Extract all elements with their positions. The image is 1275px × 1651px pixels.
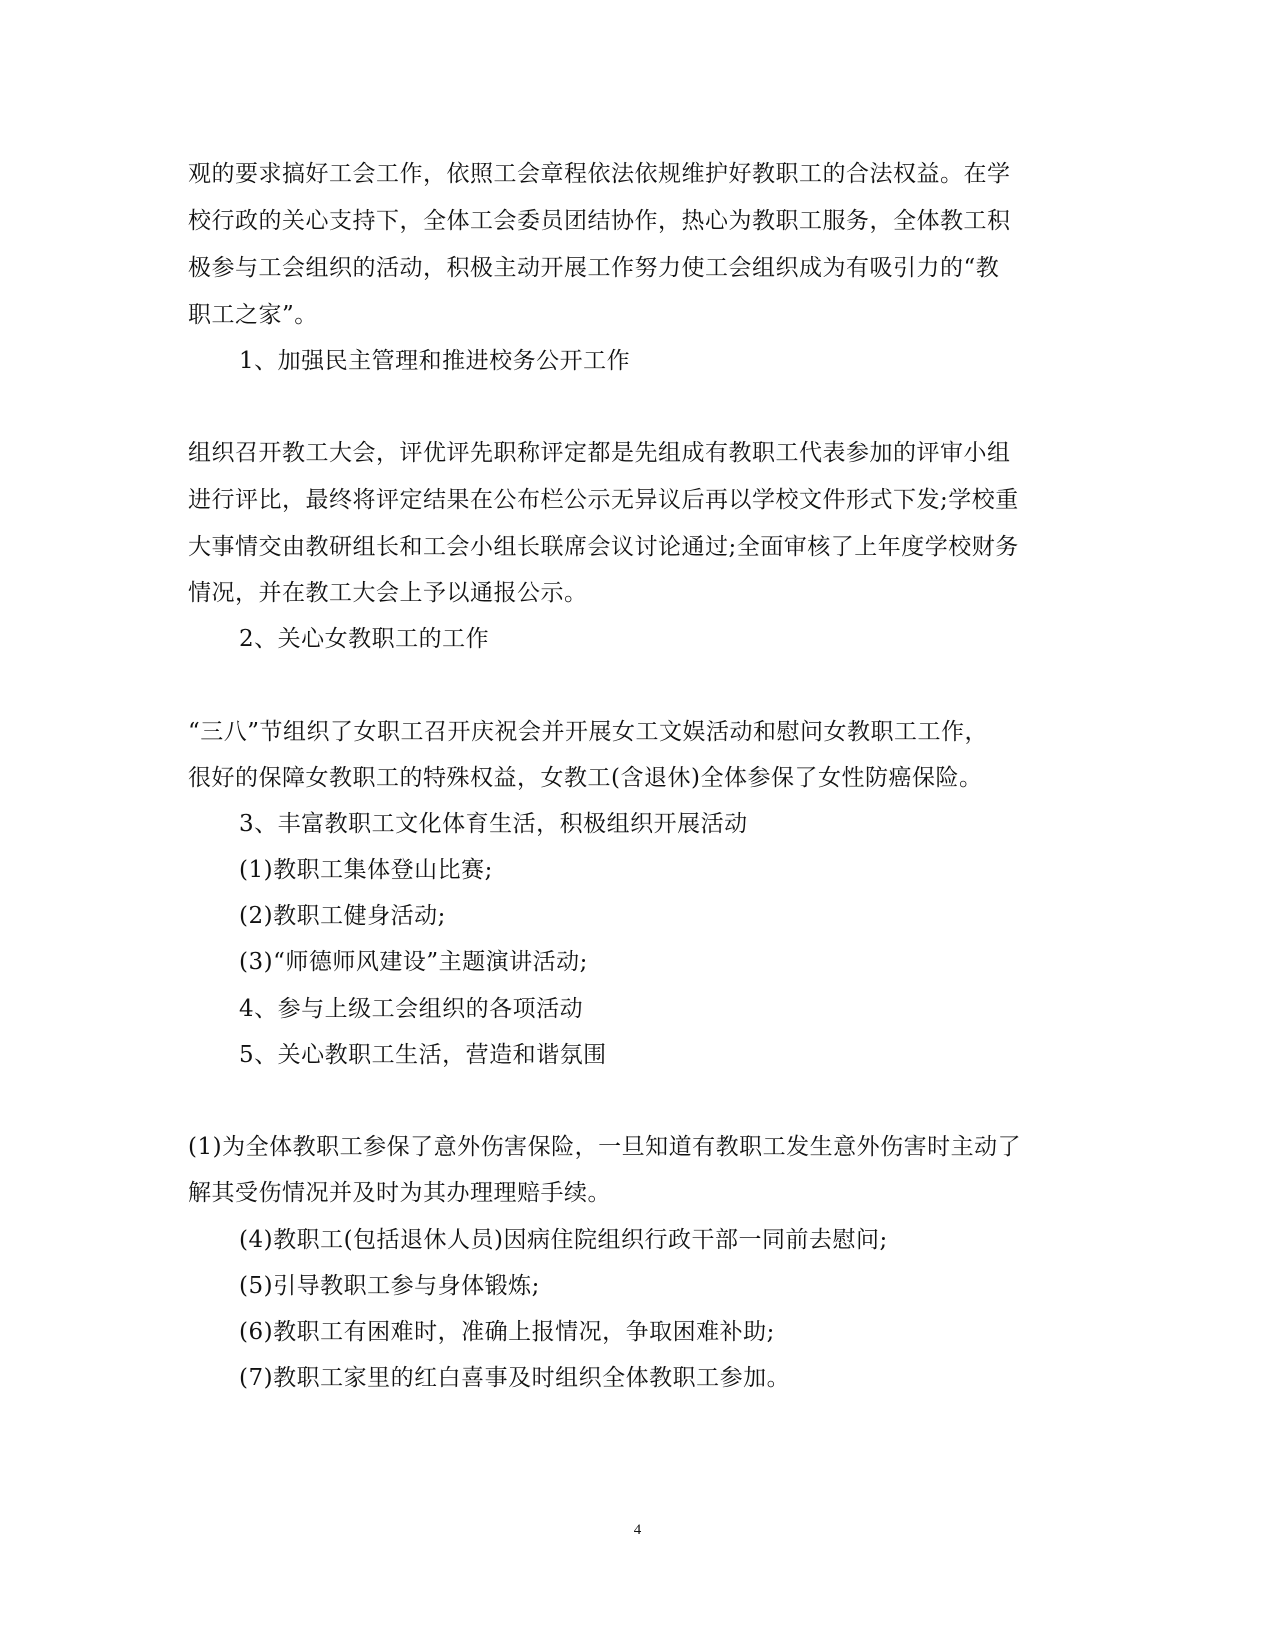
list-item: (1)教职工集体登山比赛; bbox=[239, 857, 493, 883]
section-heading: 1、加强民主管理和推进校务公开工作 bbox=[239, 348, 631, 374]
body-text-line: 解其受伤情况并及时为其办理理赔手续。 bbox=[188, 1180, 611, 1206]
list-item: (5)引导教职工参与身体锻炼; bbox=[239, 1273, 540, 1299]
body-text-line: “三八”节组织了女职工召开庆祝会并开展女工文娱活动和慰问女教职工工作， bbox=[188, 719, 989, 745]
list-item: (7)教职工家里的红白喜事及时组织全体教职工参加。 bbox=[239, 1365, 791, 1391]
body-text-line: 进行评比，最终将评定结果在公布栏公示无异议后再以学校文件形式下发;学校重 bbox=[188, 487, 1019, 513]
section-heading: 3、丰富教职工文化体育生活，积极组织开展活动 bbox=[239, 811, 748, 837]
section-heading: 2、关心女教职工的工作 bbox=[239, 626, 490, 652]
list-item: (2)教职工健身活动; bbox=[239, 903, 446, 929]
body-text-line: 观的要求搞好工会工作，依照工会章程依法依规维护好教职工的合法权益。在学 bbox=[188, 161, 1011, 187]
body-text-line: 组织召开教工大会，评优评先职称评定都是先组成有教职工代表参加的评审小组 bbox=[188, 440, 1011, 466]
body-text-line: 大事情交由教研组长和工会小组长联席会议讨论通过;全面审核了上年度学校财务 bbox=[188, 534, 1019, 560]
section-heading: 4、参与上级工会组织的各项活动 bbox=[239, 996, 584, 1022]
page-number: 4 bbox=[633, 1522, 642, 1538]
body-text-line: 极参与工会组织的活动，积极主动开展工作努力使工会组织成为有吸引力的“教 bbox=[188, 255, 1000, 281]
section-heading: 5、关心教职工生活，营造和谐氛围 bbox=[239, 1042, 607, 1068]
list-item: (6)教职工有困难时，准确上报情况，争取困难补助; bbox=[239, 1319, 775, 1345]
body-text-line: 校行政的关心支持下，全体工会委员团结协作，热心为教职工服务，全体教工积 bbox=[188, 208, 1011, 234]
body-text-line: (1)为全体教职工参保了意外伤害保险，一旦知道有教职工发生意外伤害时主动了 bbox=[188, 1134, 1022, 1160]
body-text-line: 情况，并在教工大会上予以通报公示。 bbox=[188, 580, 588, 606]
body-text-line: 职工之家”。 bbox=[188, 302, 318, 328]
body-text-line: 很好的保障女教职工的特殊权益，女教工(含退休)全体参保了女性防癌保险。 bbox=[188, 765, 983, 791]
list-item: (4)教职工(包括退休人员)因病住院组织行政干部一同前去慰问; bbox=[239, 1227, 888, 1253]
list-item: (3)“师德师风建设”主题演讲活动; bbox=[239, 949, 588, 975]
